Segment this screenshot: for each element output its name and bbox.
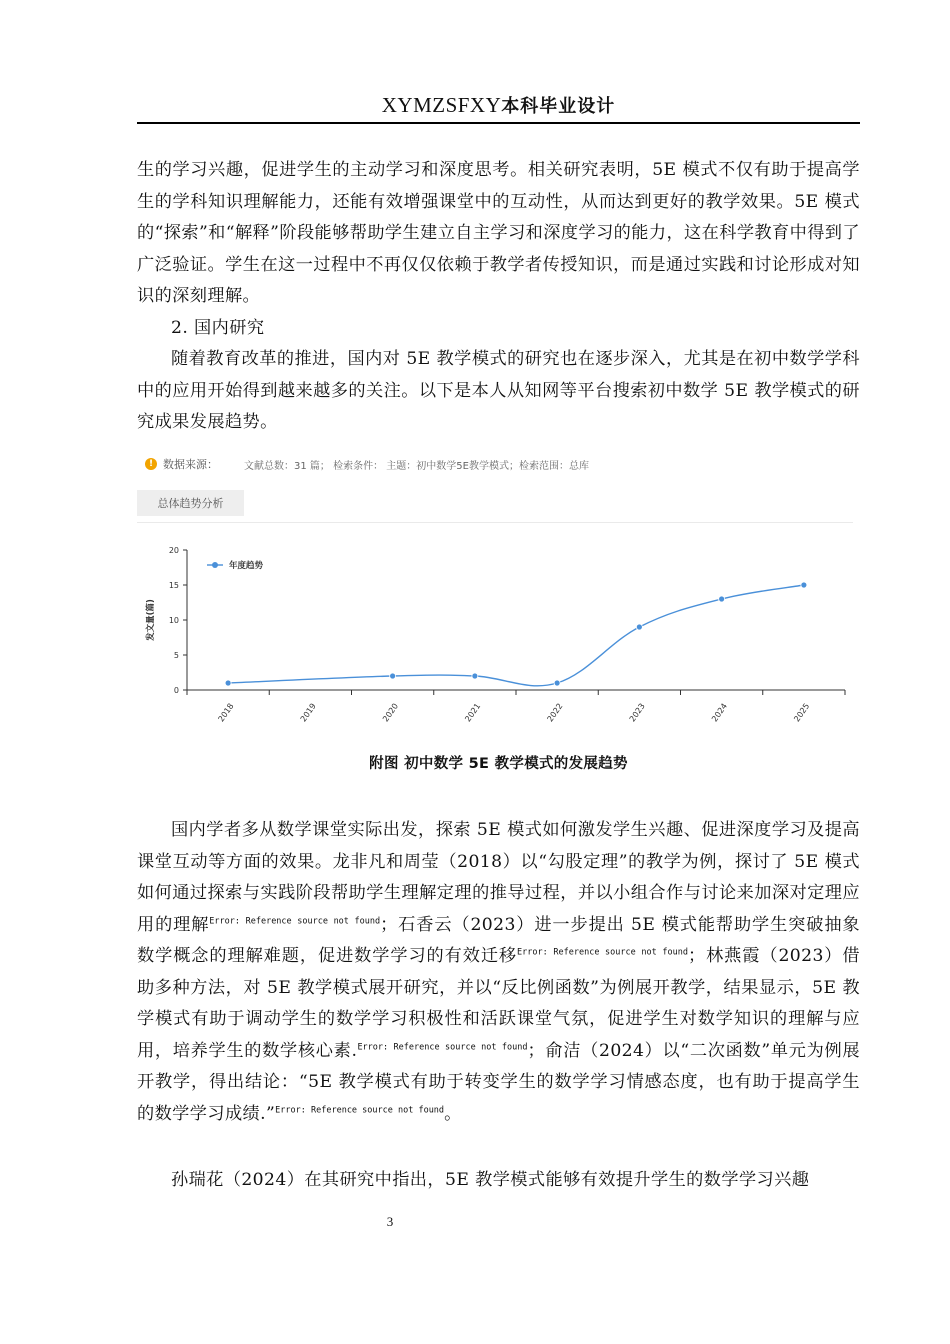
- trend-chart: [137, 524, 853, 734]
- paragraph-3-end: 。: [444, 1103, 462, 1124]
- trend-figure: [137, 444, 853, 734]
- x-tick-label: 2018: [216, 701, 236, 724]
- x-tick-label: 2023: [627, 701, 647, 724]
- x-tick-label: 2020: [381, 701, 401, 724]
- source-label: 数据来源：: [163, 458, 218, 471]
- header-title-latin: XYMZSFXY: [381, 93, 502, 117]
- x-tick-label: 2019: [298, 701, 318, 724]
- y-tick-label: 0: [173, 686, 179, 695]
- header-title-cn: 本科毕业设计: [501, 96, 616, 117]
- y-tick-label: 10: [168, 616, 179, 625]
- y-tick-label: 20: [168, 546, 179, 555]
- data-point: [390, 673, 396, 679]
- paragraph-3-part-c: ；林燕霞（2023）借助多种方法，对 5E 教学模式展开研究，并以“反比例函数”为例展开教学，结果显示，5E 教学模式有助于调动学生的数学学习积极性和活跃课堂气氛，促进学生对数学知识的理解与应用，培养学生的数学核心素.: [137, 946, 860, 1061]
- paragraph-3: [137, 815, 860, 1130]
- page-header: [137, 92, 860, 124]
- legend-marker: [212, 562, 218, 568]
- paragraph-3-part-d: ；俞洁（2024）以“二次函数”单元为例展开教学，得出结论：“5E 教学模式有助于转变学生的数学学习情感态度，也有助于提高学生的数学学习成绩.”: [137, 1040, 860, 1124]
- legend-label: 年度趋势: [229, 561, 264, 571]
- warning-icon: !: [145, 458, 157, 470]
- x-tick-label: 2022: [545, 701, 565, 724]
- x-tick-label: 2025: [792, 701, 812, 724]
- data-point: [554, 680, 560, 686]
- data-source-bar: [145, 452, 845, 476]
- x-tick-label: 2024: [710, 701, 730, 724]
- tab-divider: [137, 522, 853, 523]
- y-tick-label: 15: [168, 581, 179, 590]
- reference-error-4: Error: Reference source not found: [275, 1104, 445, 1115]
- data-point: [225, 680, 231, 686]
- y-axis-label: 发文量(篇): [146, 599, 156, 641]
- y-tick-label: 5: [173, 651, 179, 660]
- x-tick-label: 2021: [463, 701, 483, 724]
- reference-error-2: Error: Reference source not found: [517, 947, 688, 958]
- data-point: [636, 624, 642, 630]
- reference-error-1: Error: Reference source not found: [209, 915, 381, 926]
- paragraph-1: 生的学习兴趣，促进学生的主动学习和深度思考。相关研究表明，5E 模式不仅有助于提高学生的学科知识理解能力，还能有效增强课堂中的互动性，从而达到更好的教学效果。5E 模式的“探索”和“解释”阶段能够帮助学生建立自主学习和深度学习的能力，这在科学教育中得到了广泛验证。学生在这一过程中不再仅仅依赖于教学者传授知识，而是通过实践和讨论形成对知识的深刻理解。: [137, 160, 860, 306]
- paragraph-2: 随着教育改革的推进，国内对 5E 教学模式的研究也在逐步深入，尤其是在初中数学学科中的应用开始得到越来越多的关注。以下是本人从知网等平台搜索初中数学 5E 教学模式的研究成果发展趋势。: [137, 349, 860, 432]
- source-detail: 文献总数：31 篇； 检索条件： 主题：初中数学5E教学模式；检索范围：总库: [244, 460, 589, 472]
- page-number: 3: [386, 1214, 394, 1229]
- paragraph-4: 孙瑞花（2024）在其研究中指出，5E 教学模式能够有效提升学生的数学学习兴趣: [171, 1170, 810, 1190]
- paragraph-3-part-a: 国内学者多从数学课堂实际出发，探索 5E 模式如何激发学生兴趣、促进深度学习及提高课堂互动等方面的效果。龙非凡和周莹（2018）以“勾股定理”的教学为例，探讨了 5E 模式如何通过探索与实践阶段帮助学生理解定理的推导过程，并以小组合作与讨论来加深对定理应用的理解: [137, 820, 860, 935]
- data-point: [801, 582, 807, 588]
- reference-error-3: Error: Reference source not found: [357, 1041, 528, 1052]
- figure-caption: 附图 初中数学 5E 教学模式的发展趋势: [369, 756, 628, 772]
- section-heading: 2. 国内研究: [171, 318, 265, 338]
- series-line-annual-trend: [228, 585, 804, 686]
- data-point: [719, 596, 725, 602]
- paragraph-3-part-b: ；石香云（2023）进一步提出 5E 模式能帮助学生突破抽象数学概念的理解难题，促进数学学习的有效迁移: [137, 914, 860, 966]
- tab-overall-trend[interactable]: 总体趋势分析: [137, 490, 244, 516]
- data-point: [472, 673, 478, 679]
